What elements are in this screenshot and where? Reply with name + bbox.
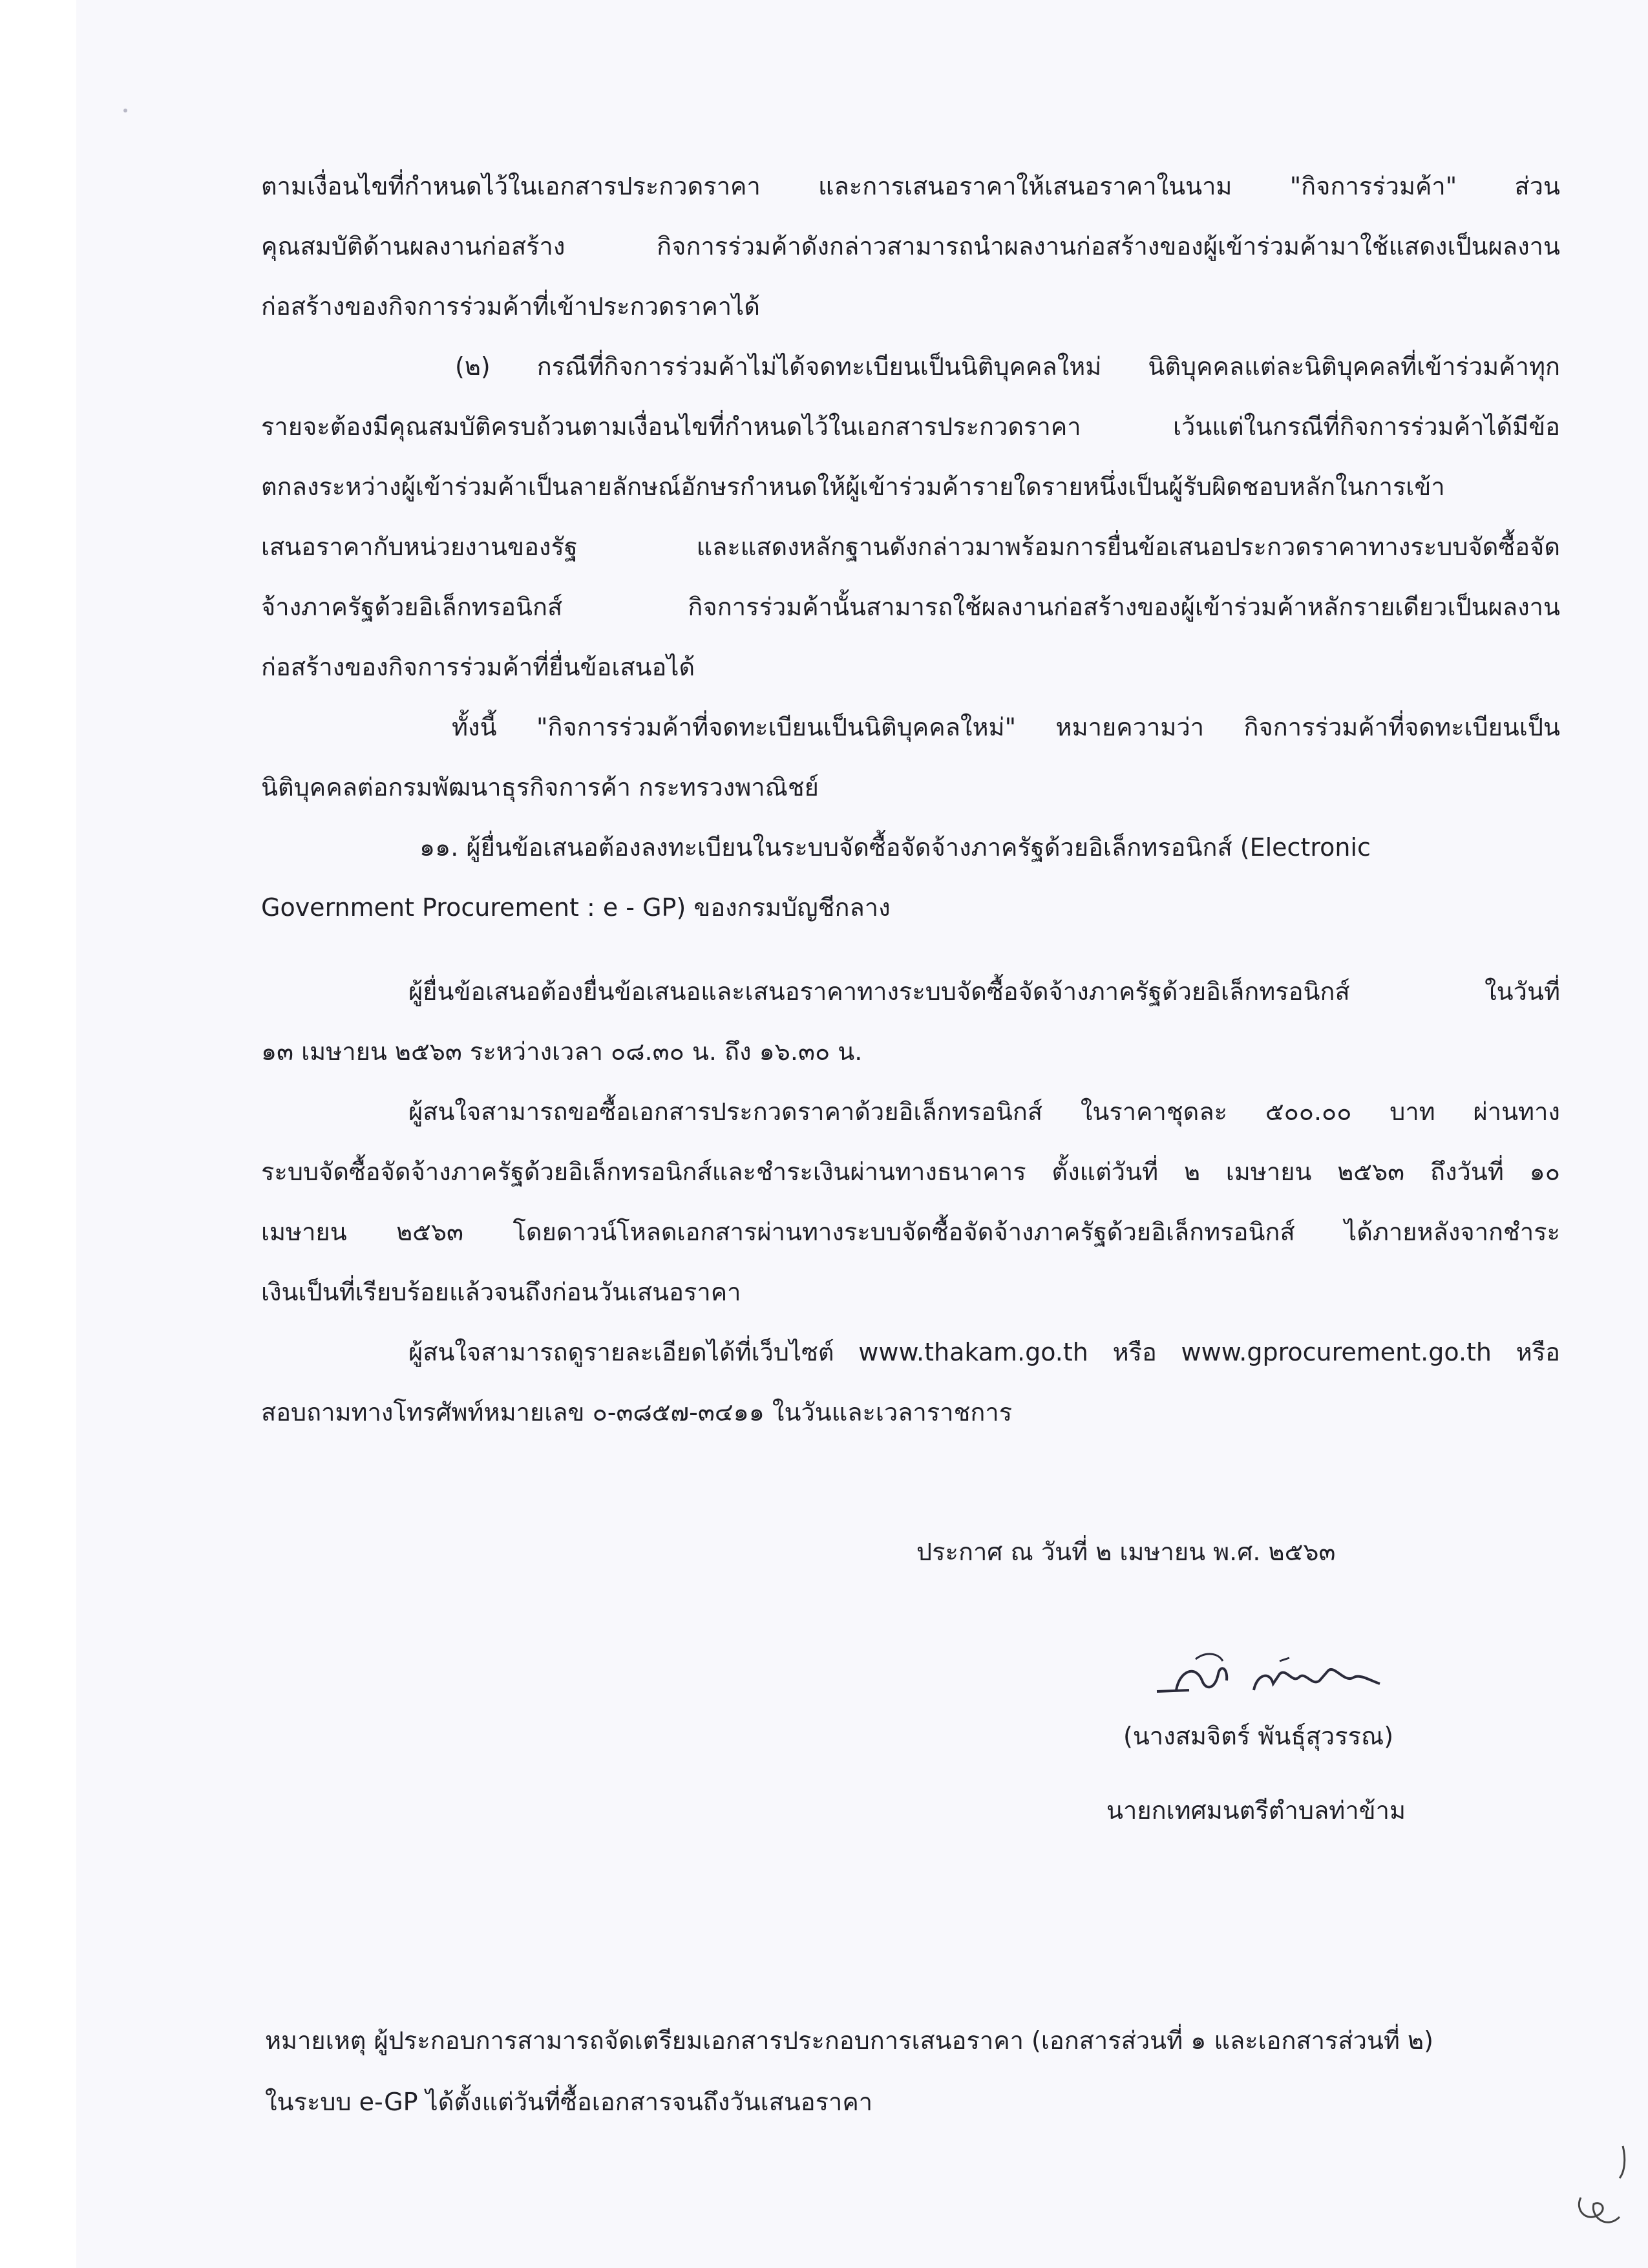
paragraph-line: คุณสมบัติด้านผลงานก่อสร้าง กิจการร่วมค้าดังกล่าวสามารถนำผลงานก่อสร้างของผู้เข้าร่วมค้ามาใช้แสดงเป็นผลงาน: [261, 232, 1560, 260]
remark-line-1: หมายเหตุ ผู้ประกอบการสามารถจัดเตรียมเอกสารประกอบการเสนอราคา (เอกสารส่วนที่ ๑ และเอกสารส่วนที่ ๒): [265, 2026, 1433, 2055]
body-section-2: [261, 962, 1560, 1443]
paragraph-line: (๒) กรณีที่กิจการร่วมค้าไม่ได้จดทะเบียนเป็นนิติบุคคลใหม่ นิติบุคคลแต่ละนิติบุคคลที่เข้าร่วมค้าทุก: [455, 352, 1560, 381]
paragraph-line: ตกลงระหว่างผู้เข้าร่วมค้าเป็นลายลักษณ์อักษรกำหนดให้ผู้เข้าร่วมค้ารายใดรายหนึ่งเป็นผู้รับผิดชอบหลักในการเข้า: [261, 472, 1445, 501]
paragraph-line: ๑๑. ผู้ยื่นข้อเสนอต้องลงทะเบียนในระบบจัดซื้อจัดจ้างภาครัฐด้วยอิเล็กทรอนิกส์ (Electronic: [419, 833, 1371, 862]
paragraph-line: ก่อสร้างของกิจการร่วมค้าที่เข้าประกวดราคาได้: [261, 292, 760, 321]
paragraph-line: รายจะต้องมีคุณสมบัติครบถ้วนตามเงื่อนไขที่กำหนดไว้ในเอกสารประกวดราคา เว้นแต่ในกรณีที่กิจการร่วมค้าได้มีข้อ: [261, 412, 1560, 441]
signer-position: นายกเทศมนตรีตำบลท่าข้าม: [1106, 1796, 1406, 1825]
paragraph-line: ตามเงื่อนไขที่กำหนดไว้ในเอกสารประกวดราคา และการเสนอราคาให้เสนอราคาในนาม "กิจการร่วมค้า" ส่วน: [261, 172, 1560, 200]
paragraph-line: ๑๓ เมษายน ๒๕๖๓ ระหว่างเวลา ๐๘.๓๐ น. ถึง ๑๖.๓๐ น.: [261, 1037, 863, 1066]
announcement-date: ประกาศ ณ วันที่ ๒ เมษายน พ.ศ. ๒๕๖๓: [916, 1538, 1336, 1566]
remark-line-2: ในระบบ e-GP ได้ตั้งแต่วันที่ซื้อเอกสารจนถึงวันเสนอราคา: [265, 2088, 873, 2116]
scan-speck: [123, 109, 127, 112]
paragraph-line: Government Procurement : e - GP) ของกรมบัญชีกลาง: [261, 893, 891, 922]
handwritten-signature: [1150, 1645, 1396, 1710]
signer-name: (นางสมจิตร์ พันธุ์สุวรรณ): [1123, 1722, 1394, 1750]
margin-handwriting-mark: [1561, 2139, 1632, 2236]
paragraph-line: ผู้สนใจสามารถขอซื้อเอกสารประกวดราคาด้วยอิเล็กทรอนิกส์ ในราคาชุดละ ๕๐๐.๐๐ บาท ผ่านทาง: [408, 1097, 1560, 1126]
paragraph-line: เมษายน ๒๕๖๓ โดยดาวน์โหลดเอกสารผ่านทางระบบจัดซื้อจัดจ้างภาครัฐด้วยอิเล็กทรอนิกส์ ได้ภายหลังจากชำระ: [261, 1218, 1560, 1246]
paragraph-line: จ้างภาครัฐด้วยอิเล็กทรอนิกส์ กิจการร่วมค้านั้นสามารถใช้ผลงานก่อสร้างของผู้เข้าร่วมค้าหลักรายเดียวเป็นผลงาน: [261, 593, 1560, 621]
paragraph-line: ทั้งนี้ "กิจการร่วมค้าที่จดทะเบียนเป็นนิติบุคคลใหม่" หมายความว่า กิจการร่วมค้าที่จดทะเบียนเป็น: [452, 713, 1560, 741]
paragraph-line: นิติบุคคลต่อกรมพัฒนาธุรกิจการค้า กระทรวงพาณิชย์: [261, 773, 819, 801]
remark-block: [265, 2010, 1564, 2133]
paragraph-line: สอบถามทางโทรศัพท์หมายเลข ๐-๓๘๕๗-๓๔๑๑ ในวันและเวลาราชการ: [261, 1398, 1013, 1426]
paragraph-line: ก่อสร้างของกิจการร่วมค้าที่ยื่นข้อเสนอได้: [261, 653, 695, 681]
paragraph-line: ระบบจัดซื้อจัดจ้างภาครัฐด้วยอิเล็กทรอนิกส์และชำระเงินผ่านทางธนาคาร ตั้งแต่วันที่ ๒ เมษายน ๒๕๖๓ ถึงวันที่ ๑๐: [261, 1158, 1560, 1186]
body-section-1: [261, 156, 1560, 938]
paragraph-line: ผู้สนใจสามารถดูรายละเอียดได้ที่เว็บไซต์ www.thakam.go.th หรือ www.gprocurement.go.th หรือ: [408, 1338, 1560, 1366]
paragraph-line: เงินเป็นที่เรียบร้อยแล้วจนถึงก่อนวันเสนอราคา: [261, 1278, 741, 1306]
paragraph-line: เสนอราคากับหน่วยงานของรัฐ และแสดงหลักฐานดังกล่าวมาพร้อมการยื่นข้อเสนอประกวดราคาทางระบบจัดซื้อจัด: [261, 533, 1560, 561]
paragraph-line: ผู้ยื่นข้อเสนอต้องยื่นข้อเสนอและเสนอราคาทางระบบจัดซื้อจัดจ้างภาครัฐด้วยอิเล็กทรอนิกส์ ในวันที่: [408, 977, 1560, 1006]
